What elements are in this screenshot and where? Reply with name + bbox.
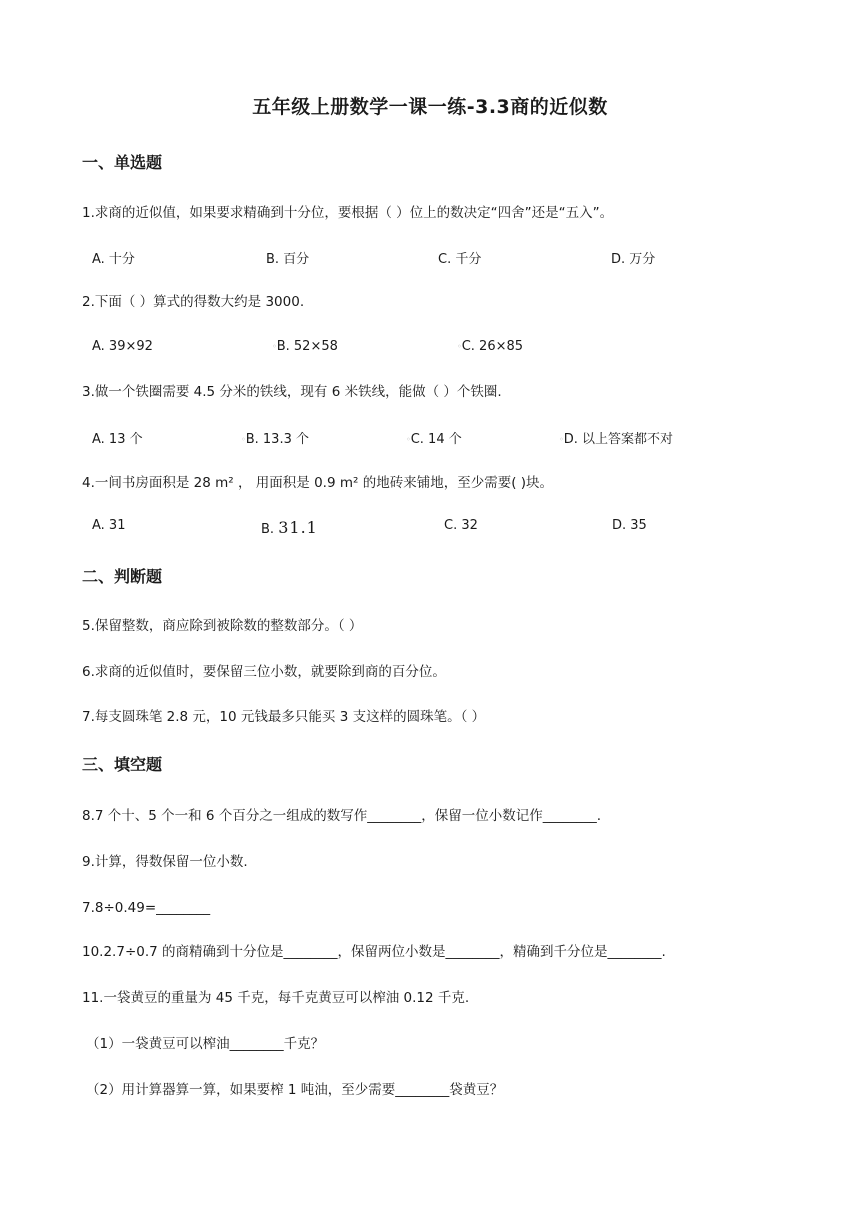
question-8: 8.7 个十、5 个一和 6 个百分之一组成的数写作________，保留一位小数记作________. — [82, 808, 602, 824]
q1-option-d[interactable]: D. 万分 — [611, 252, 656, 267]
question-7: 7.每支圆珠笔 2.8 元，10 元钱最多只能买 3 支这样的圆珠笔。（ ） — [82, 709, 486, 725]
q4-option-c[interactable]: C. 32 — [444, 518, 478, 533]
q1-option-c[interactable]: C. 千分 — [438, 252, 482, 267]
q3-option-d[interactable]: ◦D. 以上答案都不对 — [559, 432, 673, 447]
question-1-options — [92, 248, 792, 268]
question-2: 2.下面（ ）算式的得数大约是 3000. — [82, 294, 305, 310]
q3-option-b[interactable]: ◦B. 13.3 个 — [241, 432, 309, 447]
page-title: 五年级上册数学一课一练-3.3商的近似数 — [252, 96, 608, 118]
question-9: 9.计算，得数保留一位小数. — [82, 854, 248, 870]
question-9-expression: 7.8÷0.49=________ — [82, 900, 211, 916]
section-heading-true-false: 二、判断题 — [82, 567, 163, 586]
radio-dot-icon: ◦ — [241, 435, 246, 444]
question-11-part-2: （2）用计算器算一算，如果要榨 1 吨油，至少需要________袋黄豆？ — [86, 1082, 504, 1098]
question-2-options — [92, 339, 792, 359]
question-11: 11.一袋黄豆的重量为 45 千克，每千克黄豆可以榨油 0.12 千克. — [82, 990, 470, 1006]
radio-dot-icon: ◦ — [272, 342, 277, 351]
question-10: 10.2.7÷0.7 的商精确到十分位是________，保留两位小数是________，精确到千分位是________. — [82, 944, 666, 960]
question-1: 1.求商的近似值，如果要求精确到十分位，要根据（ ）位上的数决定“四舍”还是“五入”。 — [82, 205, 614, 221]
question-3: 3.做一个铁圈需要 4.5 分米的铁线，现有 6 米铁线，能做（ ）个铁圈. — [82, 384, 502, 400]
question-5: 5.保留整数，商应除到被除数的整数部分。（ ） — [82, 618, 363, 634]
q1-option-b[interactable]: B. 百分 — [266, 252, 310, 267]
question-11-part-1: （1）一袋黄豆可以榨油________千克？ — [86, 1036, 325, 1052]
q2-option-a[interactable]: A. 39×92 — [92, 339, 153, 354]
section-heading-fill-blank: 三、填空题 — [82, 755, 163, 774]
q2-option-c[interactable]: ◦C. 26×85 — [457, 339, 524, 354]
q4-option-b[interactable]: B. 31.1 — [261, 518, 318, 537]
question-3-options — [92, 428, 792, 448]
q3-option-a[interactable]: A. 13 个 — [92, 432, 143, 447]
section-heading-single-choice: 一、单选题 — [82, 153, 163, 172]
question-4: 4.一间书房面积是 28 m² ， 用面积是 0.9 m² 的地砖来铺地，至少需要( )块。 — [82, 475, 554, 491]
question-6: 6.求商的近似值时，要保留三位小数，就要除到商的百分位。 — [82, 664, 446, 680]
radio-dot-icon: ◦ — [559, 435, 564, 444]
radio-dot-icon: ◦ — [406, 435, 411, 444]
q4-option-d[interactable]: D. 35 — [612, 518, 647, 533]
q4-option-b-handwritten-value: 31.1 — [278, 518, 318, 537]
q3-option-c[interactable]: ◦C. 14 个 — [406, 432, 462, 447]
q1-option-a[interactable]: A. 十分 — [92, 252, 135, 267]
q4-option-a[interactable]: A. 31 — [92, 518, 126, 533]
question-4-options — [92, 518, 792, 538]
q2-option-b[interactable]: ◦B. 52×58 — [272, 339, 338, 354]
radio-dot-icon: ◦ — [457, 342, 462, 351]
